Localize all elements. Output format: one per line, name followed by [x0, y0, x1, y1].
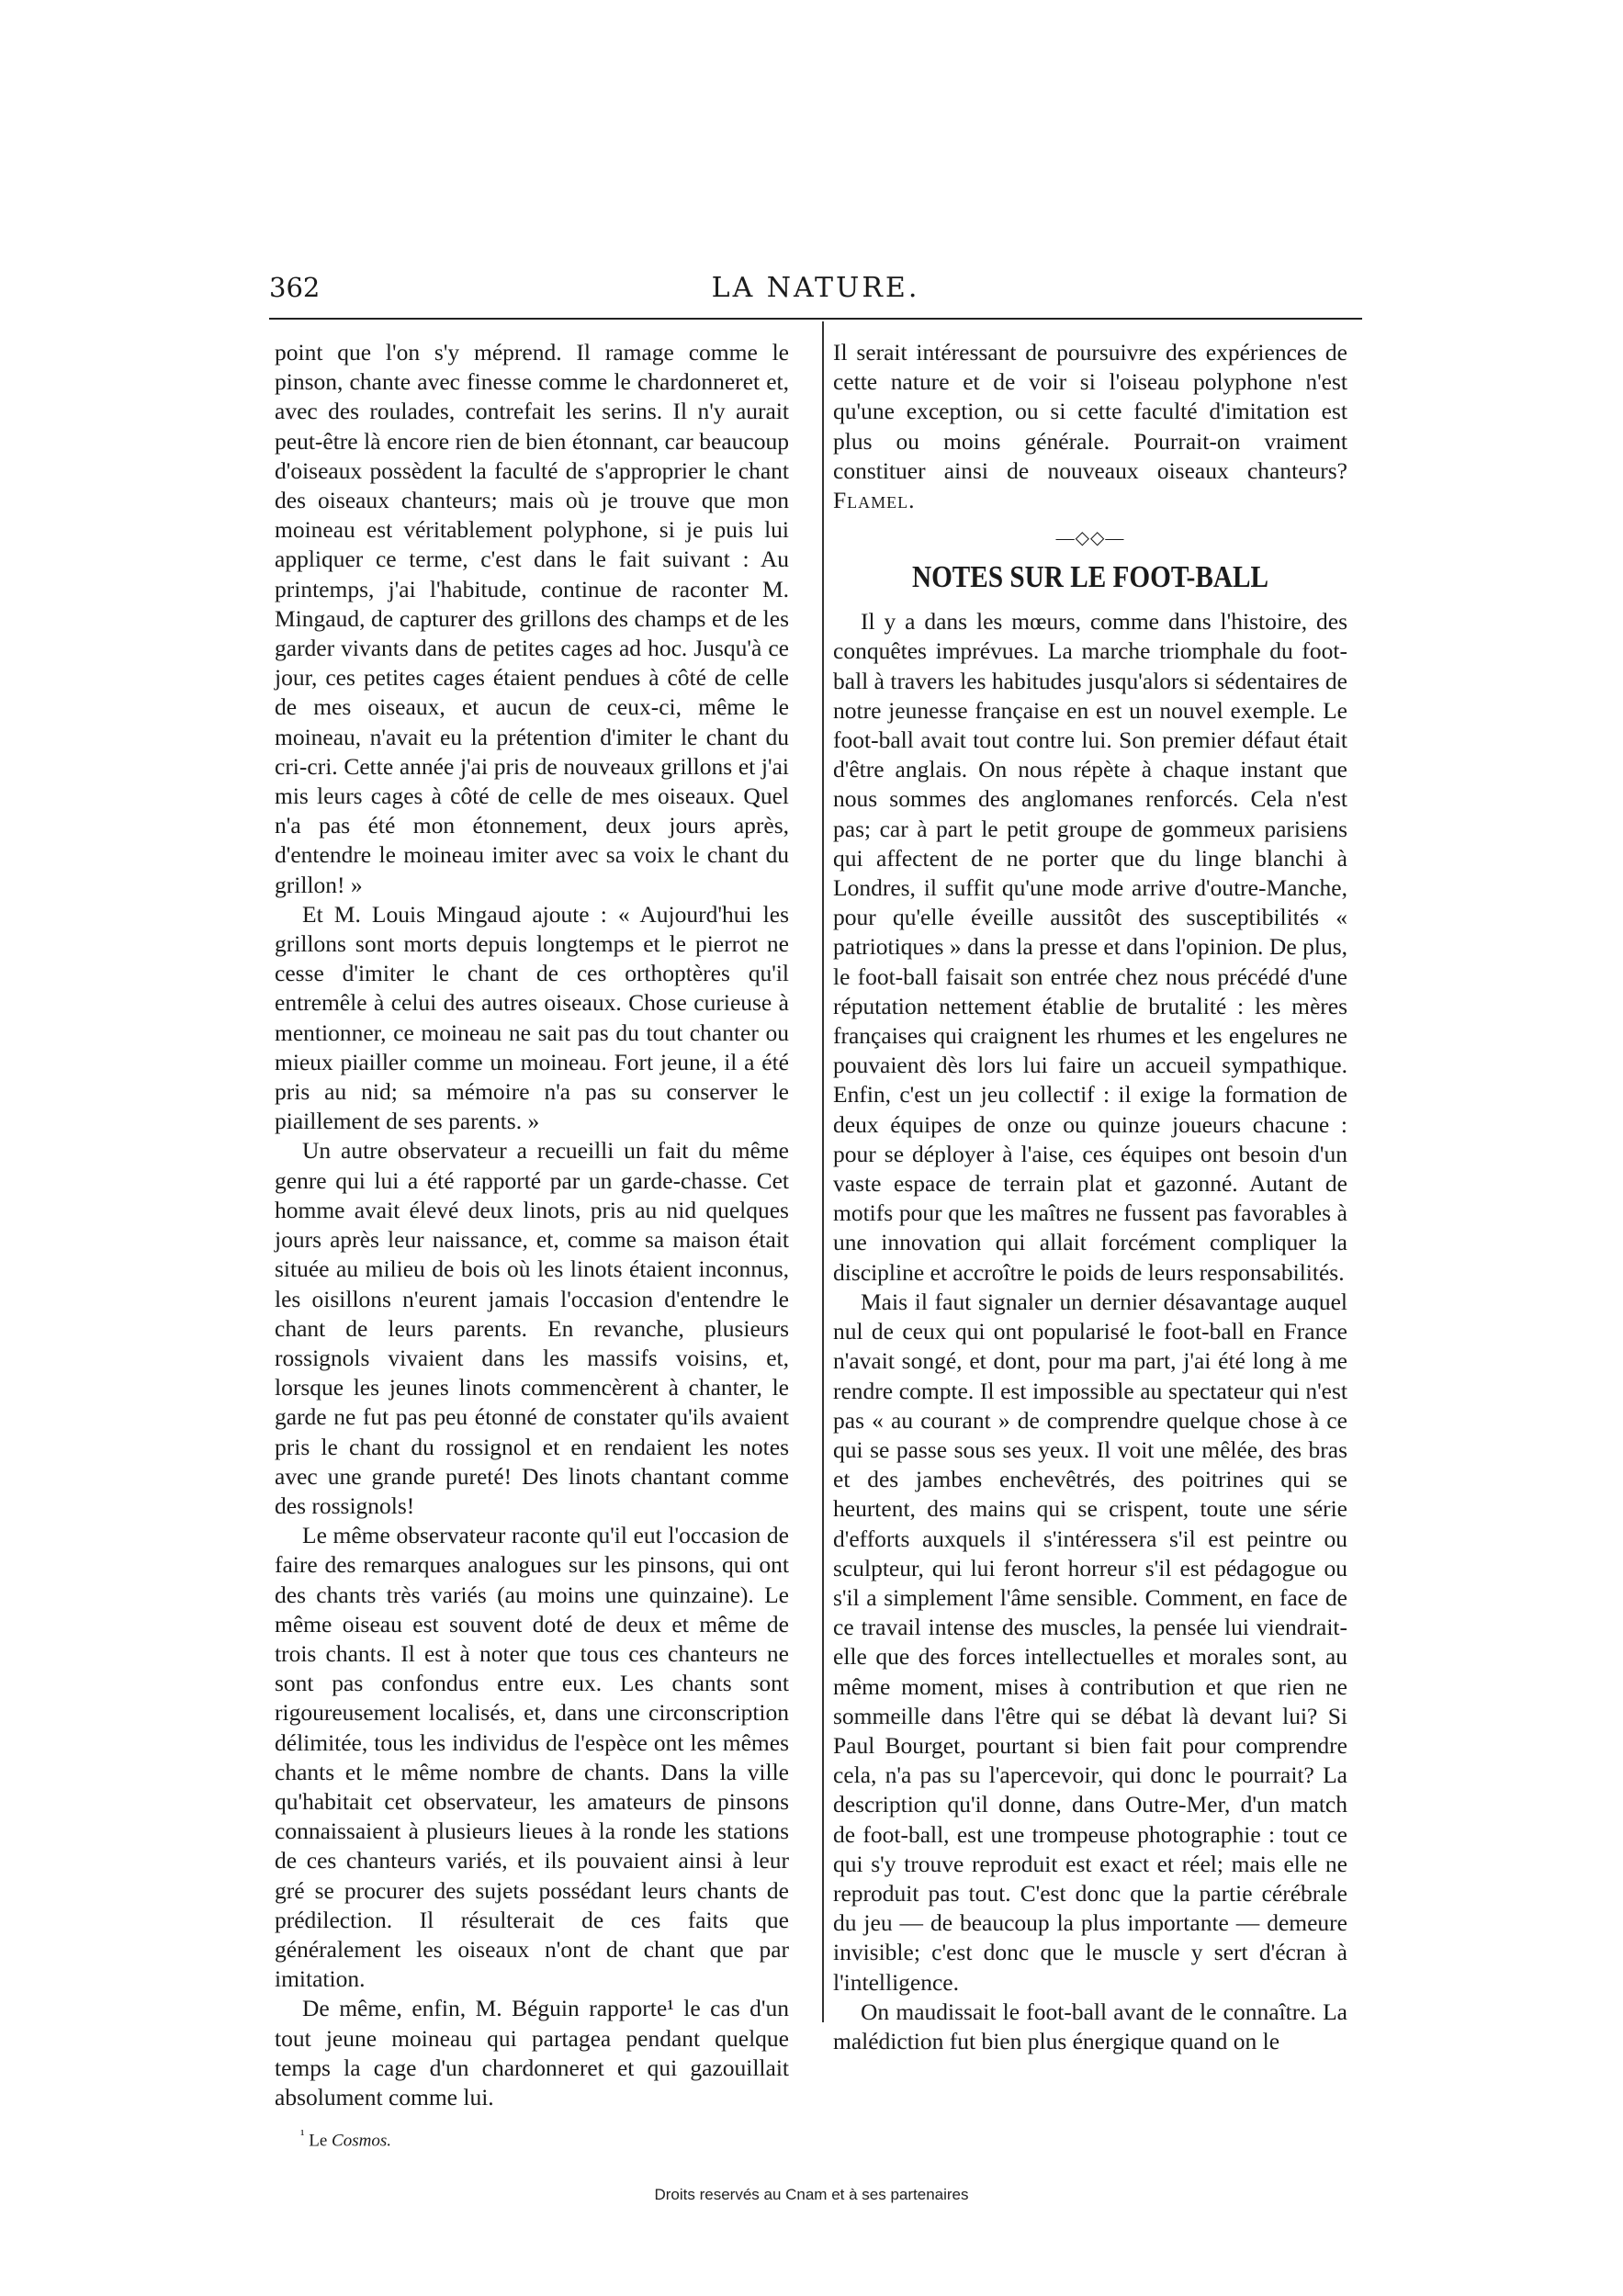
left-column	[275, 338, 789, 2154]
footer-credit: Droits reservés au Cnam et à ses partenaires	[654, 2186, 969, 2203]
header-rule	[269, 318, 1362, 320]
article-title: NOTES SUR LE FOOT-BALL	[911, 560, 1269, 595]
author-signature: Flamel.	[833, 487, 916, 514]
footnote-marker: ¹	[300, 2128, 305, 2144]
right-column	[833, 338, 1347, 2056]
paragraph: Mais il faut signaler un dernier désavantage auquel nul de ceux qui ont popularisé le foot-ball en France n'avait songé, et dont, pour ma part, j'ai été long à me rendre compte. Il est impossible au spectateur qui n'est pas « au courant » de comprendre quelque chose à ce qui se passe sous ses yeux. Il voit une mêlée, des bras et des jambes enchevêtrés, des poitrines qui se heurtent, des mains qui se crispent, toute une série d'efforts auxquels il s'intéressera s'il est peintre ou sculpteur, qui lui feront horreur s'il est pédagogue ou s'il a simplement l'âme sensible. Comment, en face de ce travail intense des muscles, la pensée lui viendrait-elle que des forces intellectuelles et morales sont, au même moment, mises à contribution et que rien ne sommeille dans l'être qui se débat là devant lui? Si Paul Bourget, pourtant si bien fait pour comprendre cela, n'a pas su l'apercevoir, qui donc le pourrait? La description qu'il donne, dans Outre-Mer, d'un match de foot-ball, est une trompeuse photographie : tout ce qui s'y trouve reproduit est exact et réel; mais elle ne reproduit pas tout. C'est donc que la partie cérébrale du jeu — de beaucoup la plus importante — demeure invisible; c'est donc que le muscle y sert d'écran à l'intelligence.	[833, 1288, 1347, 1996]
footnote-source: Cosmos.	[332, 2131, 391, 2151]
paragraph: De même, enfin, M. Béguin rapporte¹ le cas d'un tout jeune moineau qui partagea pendant quelque temps la cage d'un chardonneret et qui gazouillait absolument comme lui.	[275, 1995, 789, 2110]
page-number: 362	[269, 272, 321, 303]
footnote	[275, 2123, 789, 2153]
closing-paragraph-text: Il serait intéressant de poursuivre des expériences de cette nature et de voir si l'oiseau polyphone n'est qu'une exception, ou si cette faculté d'imitation est plus ou moins générale. Pourrait-on vraiment constituer ainsi de nouveaux oiseaux chanteurs?	[833, 339, 1347, 484]
paragraph: Le même observateur raconte qu'il eut l'occasion de faire des remarques analogues sur les pinsons, qui ont des chants très variés (au moins une quinzaine). Le même oiseau est souvent doté de deux et même de trois chants. Il est à noter que tous ces chanteurs ne sont pas confondus entre eux. Les chants sont rigoureusement localisés, et, dans une circonscription délimitée, tous les individus de l'espèce ont les mêmes chants et le même nombre de chants. Dans la ville qu'habitait cet observateur, les amateurs de pinsons connaissaient à plusieurs lieues à la ronde les stations de ces chanteurs variés, et ils pouvaient ainsi à leur gré se procurer des sujets possédant leurs chants de prédilection. Il résulterait de ces faits que généralement les oiseaux n'ont de chant que par imitation.	[275, 1522, 789, 1993]
section-ornament: —◇◇—	[1055, 528, 1125, 549]
column-divider	[822, 321, 824, 2022]
paragraph: Et M. Louis Mingaud ajoute : « Aujourd'hui les grillons sont morts depuis longtemps et le pierrot ne cesse d'imiter le chant de ces orthoptères qu'il entremêle à celui des autres oiseaux. Chose curieuse à mentionner, ce moineau ne sait pas du tout chanter ou mieux piailler comme un moineau. Fort jeune, il a été pris au nid; sa mémoire n'a pas su conserver le piaillement de ses parents. »	[275, 900, 789, 1135]
closing-paragraph	[833, 338, 1347, 515]
paragraph: Il y a dans les mœurs, comme dans l'histoire, des conquêtes imprévues. La marche triomphale du foot-ball à travers les habitudes jusqu'alors si sédentaires de notre jeunesse française en est un nouvel exemple. Le foot-ball avait tout contre lui. Son premier défaut était d'être anglais. On nous répète à chaque instant que nous sommes des anglomanes renforcés. Cela n'est pas; car à part le petit groupe de gommeux parisiens qui affectent de ne porter que du linge blanchi à Londres, il suffit qu'une mode arrive d'outre-Manche, pour qu'elle éveille aussitôt des susceptibilités « patriotiques » dans la presse et dans l'opinion. De plus, le foot-ball faisait son entrée chez nous précédé d'une réputation nettement établie de brutalité : les mères françaises qui craignent les rhumes et les engelures ne pouvaient dès lors lui faire un accueil sympathique. Enfin, c'est un jeu collectif : il exige la formation de deux équipes de onze ou quinze joueurs chacune : pour se déployer à l'aise, ces équipes ont besoin d'un vaste espace de terrain plat et gazonné. Autant de motifs pour que les maîtres ne fussent pas favorables à une innovation qui allait forcément compliquer la discipline et accroître le poids de leurs responsabilités.	[833, 608, 1347, 1286]
paragraph: On maudissait le foot-ball avant de le connaître. La malédiction fut bien plus énergique quand on le	[833, 1998, 1347, 2054]
paragraph: point que l'on s'y méprend. Il ramage comme le pinson, chante avec finesse comme le chardonneret et, avec des roulades, contrefait les serins. Il n'y aurait peut-être là encore rien de bien étonnant, car beaucoup d'oiseaux possèdent la faculté de s'approprier le chant des oiseaux chanteurs; mais où je trouve que mon moineau est véritablement polyphone, si je puis lui appliquer ce terme, c'est dans le fait suivant : Au printemps, j'ai l'habitude, continue de raconter M. Mingaud, de capturer des grillons des champs et de les garder vivants dans de petites cages ad hoc. Jusqu'à ce jour, ces petites cages étaient pendues à côté de celle de mes oiseaux, et aucun de ceux-ci, même le moineau, n'avait eu la prétention d'imiter le chant du cri-cri. Cette année j'ai pris de nouveaux grillons et j'ai mis leurs cages à côté de celle de mes oiseaux. Quel n'a pas été mon étonnement, deux jours après, d'entendre le moineau imiter avec sa voix le chant du grillon! »	[275, 339, 789, 898]
paragraph: Un autre observateur a recueilli un fait du même genre qui lui a été rapporté par un garde-chasse. Cet homme avait élevé deux linots, pris au nid quelques jours après leur naissance, et, comme sa maison était située au milieu de bois où les linots étaient inconnus, les oisillons n'eurent jamais l'occasion d'entendre le chant de leurs parents. En revanche, plusieurs rossignols vivaient dans les massifs voisins, et, lorsque les jeunes linots commencèrent à chanter, le garde ne fut pas peu étonné de constater qu'ils avaient pris le chant du rossignol et en rendaient les notes avec une grande pureté! Des linots chantant comme des rossignols!	[275, 1137, 789, 1519]
journal-title: LA NATURE.	[711, 272, 920, 304]
page-header	[269, 270, 1362, 312]
footnote-prefix: Le	[309, 2131, 332, 2151]
